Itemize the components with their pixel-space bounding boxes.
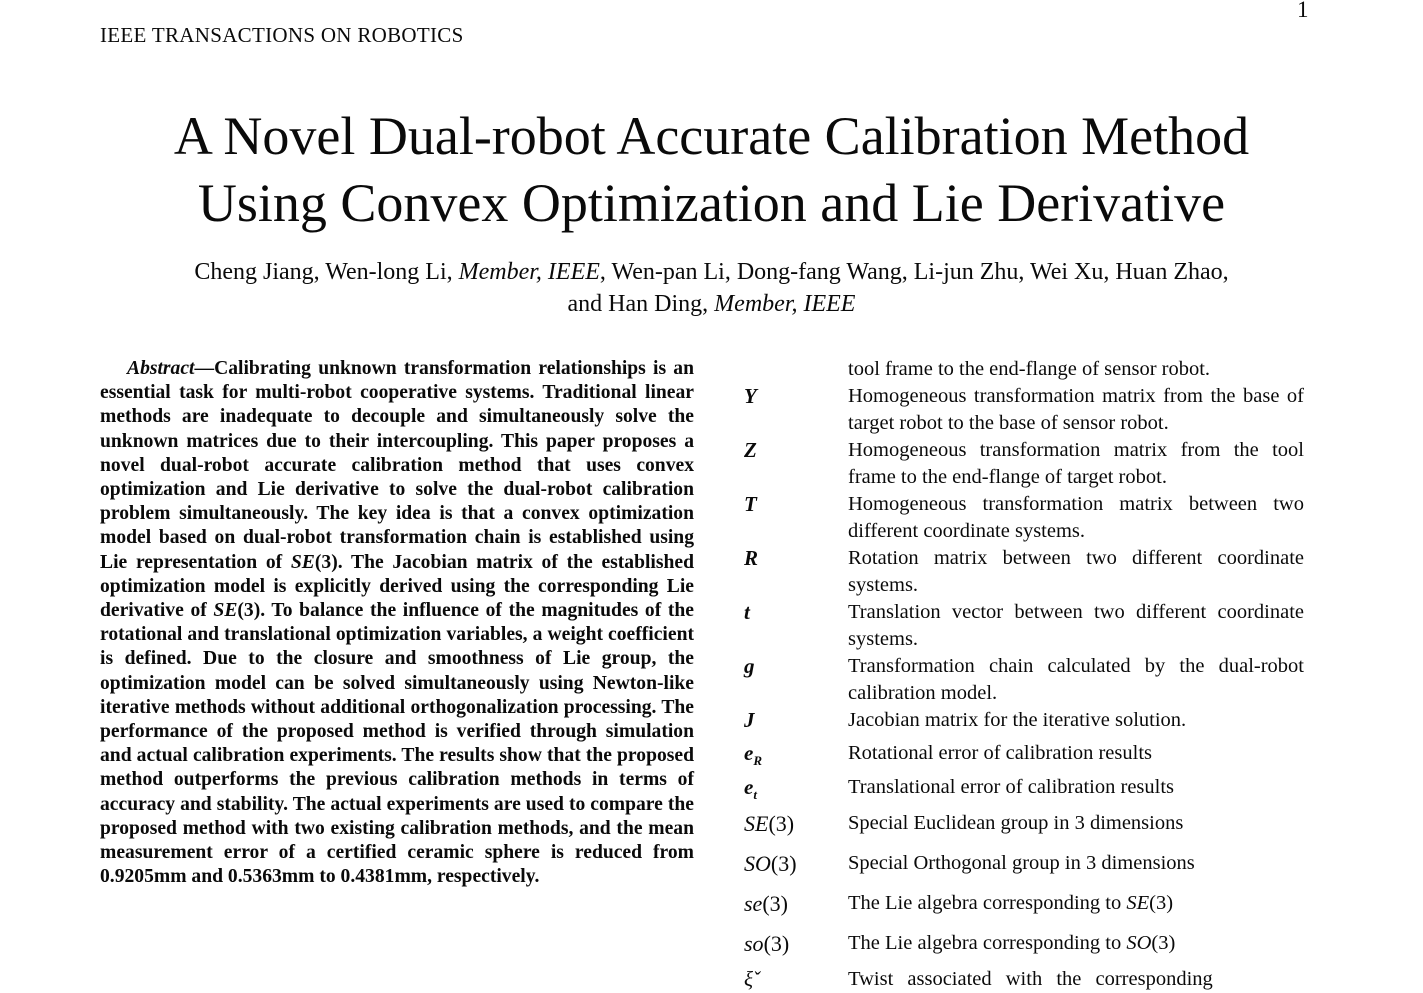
member-ieee-designation: Member, IEEE [714,291,856,317]
nomenclature-symbol: Y [744,384,757,408]
nomenclature-entry [744,888,1304,919]
nomenclature-entry [744,383,1304,437]
title-line-1: A Novel Dual-robot Accurate Calibration Method [173,106,1250,166]
nomenclature-entry [744,740,1304,767]
nomenclature-entry [744,356,1304,383]
abstract-text: (3). To balance the influence of the magnitudes of the rotational and translational optimization variables, a weight coefficient is defined. Due to the closure and smoothness of Lie group, the optimization model can be solved simultaneously using Newton-like iterative methods without additional orthogonalization processing. The performance of the proposed method is verified through simulation and actual calibration experiments. The results show that the proposed method outperforms the previous calibration methods in terms of accuracy and stability. The actual experiments are used to compare the proposed method with two existing calibration methods, and the mean measurement error of a certified ceramic sphere is reduced from 0.9205mm and 0.5363mm to 0.4381mm, respectively. [100,600,694,888]
nomenclature-entry [744,928,1304,959]
nomenclature-definition: Twist associated with the corresponding [848,968,1213,990]
se3-symbol: SE [213,600,238,622]
authors-line-1 [0,256,1423,288]
title-line-2: Using Convex Optimization and Lie Derivative [197,173,1226,233]
nomenclature-definition: Special Euclidean group in 3 dimensions [848,812,1184,834]
nomenclature-definition: tool frame to the end-flange of sensor robot. [848,358,1211,380]
page-number: 1 [1297,0,1309,22]
nomenclature-definition: Rotation matrix between two different coordinate systems. [848,547,1304,596]
nomenclature-definition: Translational error of calibration results [848,776,1175,798]
nomenclature-symbol: g [744,654,755,678]
nomenclature-symbol: $e_t$ [744,775,757,803]
nomenclature-symbol: se(3) [744,891,788,916]
nomenclature-symbol: R [744,546,759,570]
nomenclature-list [744,356,1304,993]
author-names: and Han Ding, [567,291,715,317]
author-list [0,256,1423,320]
nomenclature-definition: Homogeneous transformation matrix from the tool frame to the end-flange of target robot. [848,439,1304,488]
author-names: Cheng Jiang, Wen-long Li, [194,259,459,285]
nomenclature-symbol: so(3) [744,931,790,956]
abstract-label: Abstract [127,358,195,379]
nomenclature-definition: Rotational error of calibration results [848,742,1152,764]
nomenclature-entry [744,848,1304,879]
nomenclature-symbol: T [744,492,757,516]
authors-line-2 [0,288,1423,320]
nomenclature-definition: The Lie algebra corresponding to SE(3) [848,892,1174,914]
nomenclature-symbol: Z [744,438,757,462]
nomenclature-symbol: $e_R$ [744,741,762,769]
nomenclature-symbol: t [744,600,750,624]
nomenclature-entry [744,808,1304,839]
nomenclature-symbol: J [744,708,755,732]
nomenclature-definition: The Lie algebra corresponding to SO(3) [848,932,1176,954]
author-names: , Wen-pan Li, Dong-fang Wang, Li-jun Zhu, Wei Xu, Huan Zhao, [599,259,1229,285]
nomenclature-definition: Special Orthogonal group in 3 dimensions [848,852,1195,874]
member-ieee-designation: Member, IEEE [458,259,600,285]
nomenclature-entry [744,491,1304,545]
nomenclature-entry [744,437,1304,491]
paper-title [0,103,1423,237]
left-column [100,357,694,889]
nomenclature-definition: Transformation chain calculated by the dual-robot calibration model. [848,655,1304,704]
nomenclature-definition: Homogeneous transformation matrix between two different coordinate systems. [848,493,1304,542]
nomenclature-definition: Jacobian matrix for the iterative solution. [848,709,1187,731]
nomenclature-entry [744,599,1304,653]
nomenclature-entry [744,653,1304,707]
nomenclature-entry [744,774,1304,801]
nomenclature-entry [744,707,1304,734]
nomenclature-symbol: SO(3) [744,851,797,876]
abstract-text: (3). The Jacobian matrix of the established optimization model is explicitly derived using the corresponding Lie derivative of [100,551,694,622]
nomenclature-entry [744,545,1304,599]
nomenclature-symbol: SE(3) [744,811,795,836]
nomenclature-symbol: ξ̌ [744,967,753,991]
nomenclature-definition: Translation vector between two different coordinate systems. [848,601,1304,650]
se3-symbol: SE [290,551,315,573]
abstract-paragraph [100,357,694,889]
nomenclature-entry [744,966,1304,993]
nomenclature-definition: Homogeneous transformation matrix from the base of target robot to the base of sensor robot. [848,385,1304,434]
abstract-text: —Calibrating unknown transformation relationships is an essential task for multi-robot cooperative systems. Traditional linear methods are inadequate to decouple and simultaneously solve the unknown matrices due to their intercoupling. This paper proposes a novel dual-robot accurate calibration method that uses convex optimization and Lie derivative to solve the dual-robot calibration problem simultaneously. The key idea is that a convex optimization model based on dual-robot transformation chain is established using Lie representation of [100,358,694,573]
running-header: IEEE TRANSACTIONS ON ROBOTICS [100,23,464,47]
